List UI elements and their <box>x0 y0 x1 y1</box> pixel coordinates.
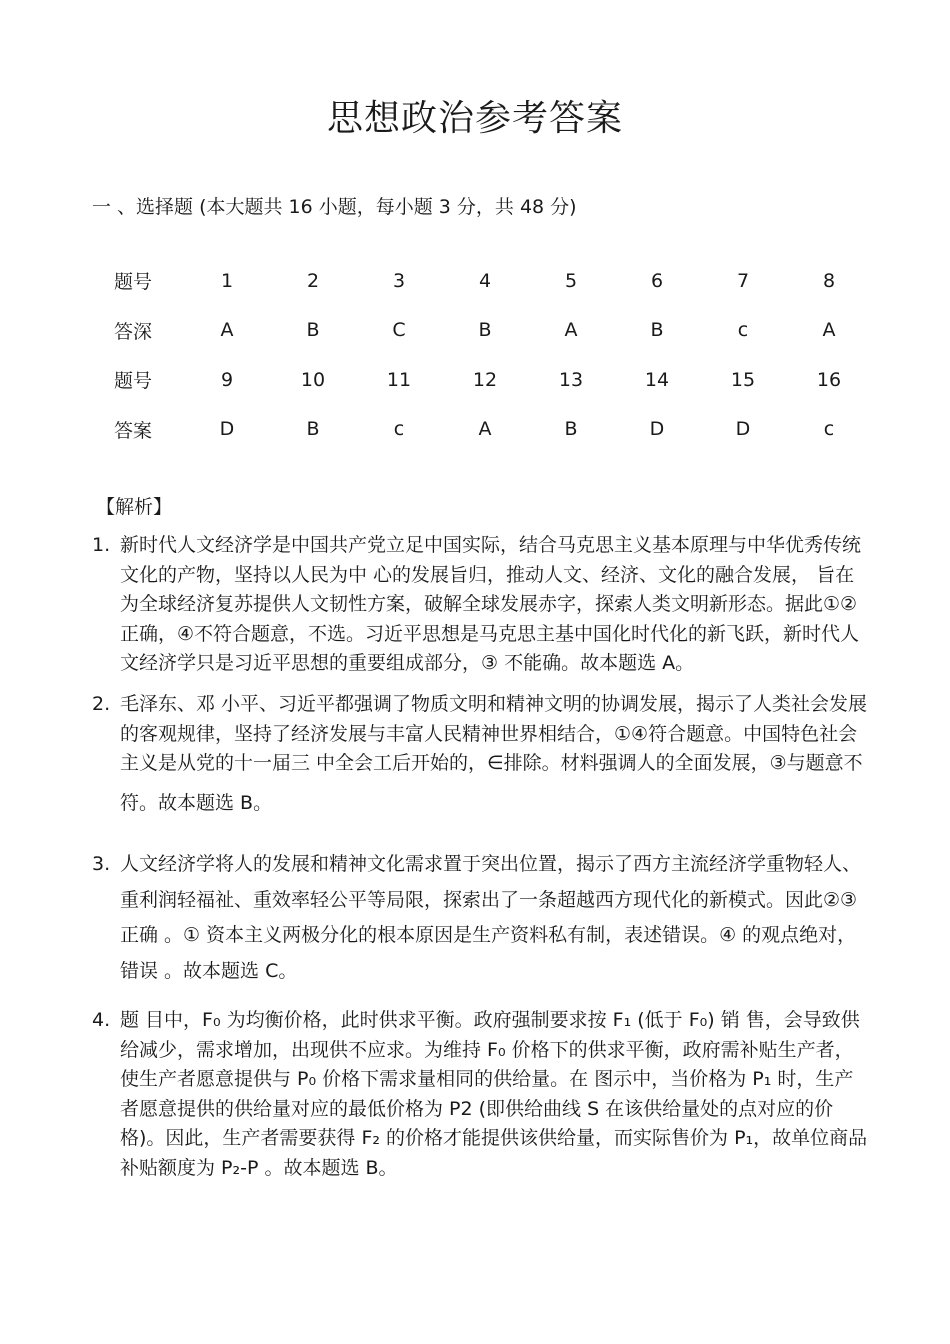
table-cell: 14 <box>644 368 670 391</box>
table-cell: 题号 <box>114 271 153 294</box>
section-heading: 一 、选择题 (本大题共 16 小题，每小题 3 分，共 48 分) <box>92 196 577 218</box>
table-cell: D <box>219 418 235 441</box>
item-number: 1. <box>92 534 111 556</box>
item-number: 3. <box>92 853 111 875</box>
table-row <box>100 405 872 455</box>
item-text: 题 目中，F₀ 为均衡价格，此时供求平衡。政府强制要求按 F₁ (低于 F₀) 销 售，会导致供给减少，需求增加，出现供不应求。为维持 F₀ 价格下的供求平衡，政府需补贴生产者，使生产者愿意提供与 P₀ 价格下需求量相同的供给量。在 图示中，当价格为 P₁ 时，生产者愿意提供的供给量对应的最低价格为 P2 (即供给曲线 S 在该供给量处的点对应的价格)。因此，生产者需要获得 F₂ 的价格才能提供该供给量，而实际售价为 P₁，故单位商品补贴额度为 P₂-P 。故本题选 B。 <box>120 1009 868 1179</box>
table-cell: B <box>478 319 492 342</box>
table-cell: 答案 <box>114 419 153 442</box>
table-cell: c <box>393 418 405 441</box>
item-number: 4. <box>92 1009 111 1031</box>
table-cell: D <box>735 418 751 441</box>
table-cell: 答深 <box>114 320 153 343</box>
table-cell: 5 <box>564 269 578 292</box>
table-row <box>100 306 872 356</box>
table-cell: A <box>478 418 492 441</box>
table-row <box>100 355 872 405</box>
item-text: 新时代人文经济学是中国共产党立足中国实际，结合马克思主义基本原理与中华优秀传统文化的产物，坚持以人民为中 心的发展旨归，推动人文、经济、文化的融合发展， 旨在为全球经济复苏提供人文韧性方案，破解全球发展赤字，探索人类文明新形态。据此①②正确，④不符合题意，不选。习近平思想是马克思主基中国化时代化的新飞跃，新时代人文经济学只是习近平思想的重要组成部分，③ 不能确。故本题选 A。 <box>120 534 862 674</box>
table-cell: 1 <box>220 269 234 292</box>
table-cell: A <box>564 319 578 342</box>
table-cell: A <box>220 319 234 342</box>
table-cell: 11 <box>386 368 412 391</box>
item-text: 人文经济学将人的发展和精神文化需求置于突出位置，揭示了西方主流经济学重物轻人、重利润轻福祉、重效率轻公平等局限，探索出了一条超越西方现代化的新模式。因此②③正确 。① 资本主义两极分化的根本原因是生产资料私有制，表述错误。④ 的观点绝对，错误 。故本题选 C。 <box>120 853 862 982</box>
table-row <box>100 256 872 306</box>
table-cell: 12 <box>472 368 498 391</box>
analysis-item-4 <box>92 1006 872 1183</box>
analysis-heading: 【解析】 <box>96 496 173 518</box>
table-cell: 8 <box>822 269 836 292</box>
table-cell: C <box>392 319 406 342</box>
table-cell: 16 <box>816 368 842 391</box>
analysis-item-1 <box>92 531 872 679</box>
table-cell: c <box>737 319 749 342</box>
table-cell: 题号 <box>114 370 153 393</box>
table-cell: 3 <box>392 269 406 292</box>
table-cell: 15 <box>730 368 756 391</box>
page-title: 思想政治参考答案 <box>326 98 623 139</box>
table-cell: 6 <box>650 269 664 292</box>
table-cell: 10 <box>300 368 326 391</box>
item-text-tail: 符。故本题选 B。 <box>120 791 273 814</box>
table-cell: A <box>822 319 836 342</box>
table-cell: 9 <box>220 368 234 391</box>
table-cell: B <box>650 319 664 342</box>
table-cell: 2 <box>306 269 320 292</box>
table-cell: B <box>306 418 320 441</box>
answer-table <box>100 256 872 454</box>
table-cell: 13 <box>558 368 584 391</box>
table-cell: 7 <box>736 269 750 292</box>
table-cell: B <box>564 418 578 441</box>
table-cell: c <box>823 418 835 441</box>
table-cell: 4 <box>478 269 492 292</box>
analysis-item-3 <box>92 847 872 989</box>
item-number: 2. <box>92 693 111 715</box>
analysis-item-2 <box>92 690 872 818</box>
item-text: 毛泽东、邓 小平、习近平都强调了物质文明和精神文明的协调发展，揭示了人类社会发展的客观规律，坚持了经济发展与丰富人民精神世界相结合，①④符合题意。中国特色社会主义是从党的十一届三 中全会工后开始的，∈排除。材料强调人的全面发展，③与题意不 <box>120 693 868 774</box>
table-cell: D <box>649 418 665 441</box>
table-cell: B <box>306 319 320 342</box>
